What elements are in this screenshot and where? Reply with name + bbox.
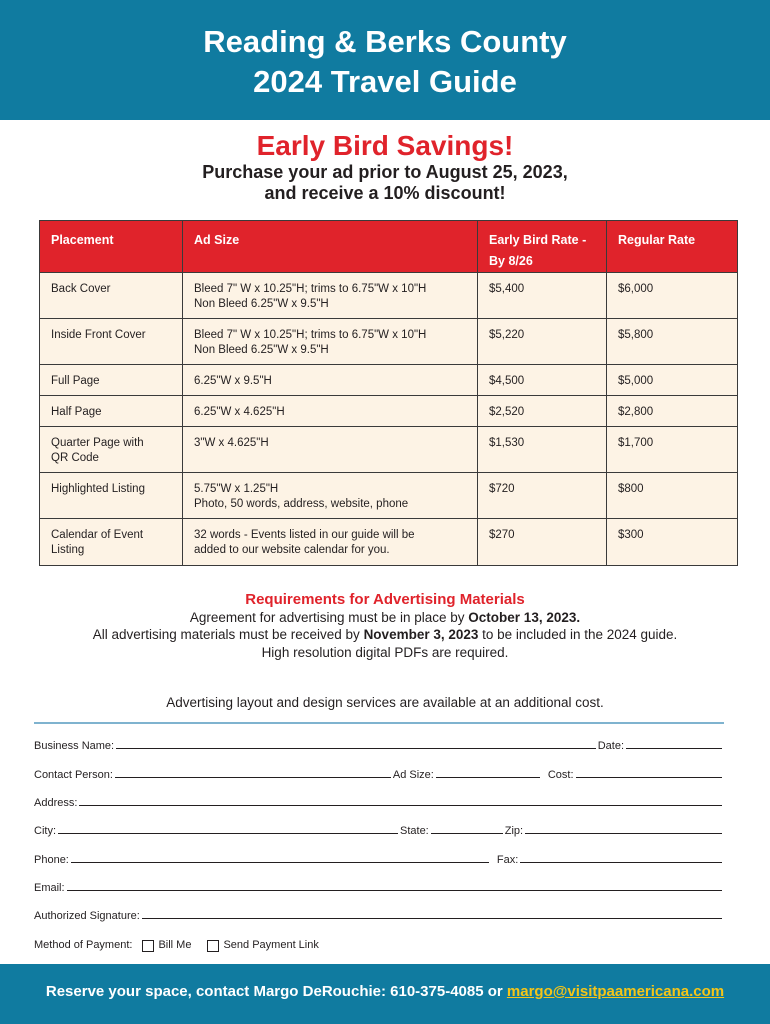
promo-subtitle: [0, 162, 770, 204]
cell-regular-rate: $800: [607, 473, 738, 519]
services-note: Advertising layout and design services are available at an additional cost.: [166, 695, 604, 710]
email-label: Email:: [34, 882, 65, 894]
requirements-line-3: High resolution digital PDFs are required.: [261, 645, 509, 660]
form-row-email: [34, 882, 724, 894]
form-row-signature: [34, 910, 724, 922]
cell-early-rate: $270: [478, 519, 607, 566]
requirements-line-2-tail: to be included in the 2024 guide.: [478, 627, 678, 642]
table-row: [40, 365, 738, 396]
table-row: [40, 319, 738, 365]
table-row: [40, 519, 738, 566]
header-ad-size: Ad Size: [183, 221, 478, 273]
cell-ad-size: [183, 473, 478, 519]
city-field[interactable]: [58, 833, 398, 834]
payment-label: Method of Payment:: [34, 939, 133, 951]
footer-text: Reserve your space, contact Margo DeRouchie: 610-375-4085 or: [45, 983, 507, 1000]
placement-line-2: QR Code: [51, 452, 99, 464]
requirements-line-2-date: November 3, 2023: [363, 627, 479, 642]
title-line-2: 2024 Travel Guide: [253, 64, 517, 99]
cost-field[interactable]: [576, 777, 722, 778]
email-field[interactable]: [67, 890, 722, 891]
title-line-1: Reading & Berks County: [203, 24, 567, 59]
size-line-2: Photo, 50 words, address, website, phone: [194, 498, 409, 510]
cell-early-rate: $2,520: [478, 396, 607, 427]
size-line-2: added to our website calendar for you.: [194, 544, 390, 556]
cell-regular-rate: $1,700: [607, 427, 738, 473]
contact-person-field[interactable]: [115, 777, 391, 778]
cell-early-rate: $5,220: [478, 319, 607, 365]
header-banner: [0, 0, 770, 120]
table-row: [40, 427, 738, 473]
table-row: [40, 396, 738, 427]
form-row-business: [34, 740, 724, 752]
cell-placement: Inside Front Cover: [40, 319, 183, 365]
ad-size-label: Ad Size:: [392, 769, 434, 781]
cell-placement: [40, 519, 183, 566]
form-row-city: [34, 825, 724, 837]
size-line-1: 5.75"W x 1.25"H: [194, 483, 279, 495]
cell-ad-size: 6.25"W x 9.5"H: [183, 365, 478, 396]
cost-label: Cost:: [547, 769, 574, 781]
header-early-bird-line-1: Early Bird Rate -: [489, 233, 587, 247]
footer-banner: [0, 964, 770, 1024]
cell-regular-rate: $2,800: [607, 396, 738, 427]
bill-me-label: Bill Me: [158, 939, 192, 951]
cell-placement: Full Page: [40, 365, 183, 396]
cell-ad-size: 3"W x 4.625"H: [183, 427, 478, 473]
cell-placement: Half Page: [40, 396, 183, 427]
date-label: Date:: [597, 740, 624, 752]
city-label: City:: [34, 825, 56, 837]
business-name-label: Business Name:: [34, 740, 115, 752]
form-row-phone: [34, 854, 724, 866]
cell-early-rate: $5,400: [478, 273, 607, 319]
placement-line-2: Listing: [51, 544, 85, 556]
phone-label: Phone:: [34, 854, 69, 866]
signature-label: Authorized Signature:: [34, 910, 140, 922]
requirements-line-1: [0, 610, 770, 625]
requirements-title: Requirements for Advertising Materials: [245, 591, 525, 608]
table-row: [40, 273, 738, 319]
cell-early-rate: $1,530: [478, 427, 607, 473]
contact-person-label: Contact Person:: [34, 769, 113, 781]
state-field[interactable]: [431, 833, 503, 834]
state-label: State:: [400, 825, 429, 837]
business-name-field[interactable]: [116, 748, 596, 749]
size-line-1: 32 words - Events listed in our guide will be: [194, 529, 415, 541]
bill-me-checkbox[interactable]: [142, 940, 154, 952]
divider: [34, 722, 724, 724]
cell-early-rate: $4,500: [478, 365, 607, 396]
cell-ad-size: [183, 519, 478, 566]
fax-label: Fax:: [496, 854, 519, 866]
header-placement: Placement: [40, 221, 183, 273]
zip-label: Zip:: [504, 825, 524, 837]
zip-field[interactable]: [525, 833, 722, 834]
cell-ad-size: [183, 319, 478, 365]
rates-table: [39, 220, 738, 566]
placement-line-1: Quarter Page with: [51, 437, 144, 449]
cell-regular-rate: $5,800: [607, 319, 738, 365]
send-link-label: Send Payment Link: [223, 939, 319, 951]
fax-field[interactable]: [520, 862, 722, 863]
table-header-row: [40, 221, 738, 273]
footer-email-link[interactable]: margo@visitpaamericana.com: [506, 983, 725, 1000]
requirements-line-2-text: All advertising materials must be received by: [92, 627, 364, 642]
header-regular-rate: Regular Rate: [607, 221, 738, 273]
placement-line-1: Calendar of Event: [51, 529, 144, 541]
size-line-1: Bleed 7" W x 10.25"H; trims to 6.75"W x 10"H: [194, 283, 427, 295]
requirements-line-1-text: Agreement for advertising must be in place by: [189, 610, 469, 625]
requirements-line-1-date: October 13, 2023.: [468, 610, 581, 625]
form-row-payment: [34, 939, 724, 951]
cell-regular-rate: $5,000: [607, 365, 738, 396]
size-line-2: Non Bleed 6.25"W x 9.5"H: [194, 298, 329, 310]
address-label: Address:: [34, 797, 78, 809]
table-row: [40, 473, 738, 519]
cell-placement: Highlighted Listing: [40, 473, 183, 519]
header-early-bird-line-2: By 8/26: [489, 254, 533, 268]
form-row-address: [34, 797, 724, 809]
address-field[interactable]: [79, 805, 722, 806]
cell-early-rate: $720: [478, 473, 607, 519]
cell-placement: Back Cover: [40, 273, 183, 319]
size-line-1: Bleed 7" W x 10.25"H; trims to 6.75"W x 10"H: [194, 329, 427, 341]
header-early-bird: [478, 221, 607, 273]
signature-field[interactable]: [142, 918, 722, 919]
requirements-line-2: [0, 627, 770, 642]
phone-field[interactable]: [71, 862, 489, 863]
ad-size-field[interactable]: [436, 777, 540, 778]
cell-regular-rate: $300: [607, 519, 738, 566]
promo-subtitle-line-1: Purchase your ad prior to August 25, 2023,: [202, 162, 568, 182]
promo-subtitle-line-2: and receive a 10% discount!: [264, 183, 506, 203]
send-link-checkbox[interactable]: [207, 940, 219, 952]
date-field[interactable]: [626, 748, 722, 749]
cell-placement: [40, 427, 183, 473]
cell-ad-size: [183, 273, 478, 319]
size-line-2: Non Bleed 6.25"W x 9.5"H: [194, 344, 329, 356]
cell-regular-rate: $6,000: [607, 273, 738, 319]
form-row-contact: [34, 769, 724, 781]
cell-ad-size: 6.25"W x 4.625"H: [183, 396, 478, 427]
promo-headline: Early Bird Savings!: [256, 130, 514, 161]
